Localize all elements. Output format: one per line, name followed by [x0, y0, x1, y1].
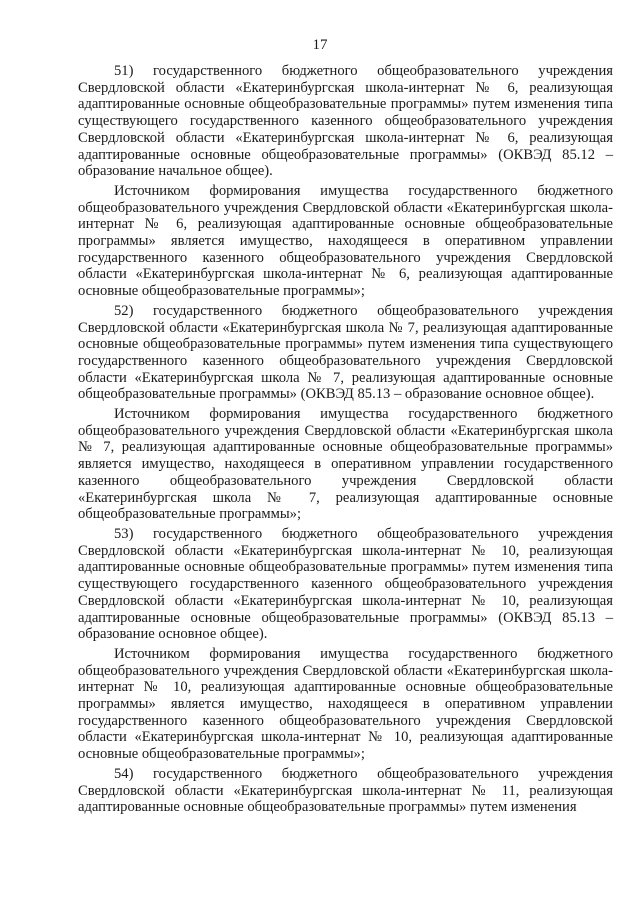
paragraph-item-54: 54) государственного бюджетного общеобразовательного учреждения Свердловской области «Екатеринбургская школа-интернат № 11, реализующая адаптированные основные общеобразовательные программы» путем изменения: [78, 765, 613, 816]
paragraph-item-51: 51) государственного бюджетного общеобразовательного учреждения Свердловской области «Екатеринбургская школа-интернат № 6, реализующая адаптированные основные общеобразовательные программы» путем изменения типа существующего государственного казенного общеобразовательного учреждения Свердловской области «Екатеринбургская школа-интернат № 6, реализующая адаптированные основные общеобразовательные программы» (ОКВЭД 85.12 – образование начальное общее).: [78, 63, 613, 180]
document-body: [78, 63, 613, 819]
page-number: 17: [312, 37, 328, 53]
paragraph-item-53: 53) государственного бюджетного общеобразовательного учреждения Свердловской области «Екатеринбургская школа-интернат № 10, реализующая адаптированные основные общеобразовательные программы» путем изменения типа существующего государственного казенного общеобразовательного учреждения Свердловской области «Екатеринбургская школа-интернат № 10, реализующая адаптированные основные общеобразовательные программы» (ОКВЭД 85.13 – образование основное общее).: [78, 525, 613, 643]
paragraph-property-source-52: Источником формирования имущества государственного бюджетного общеобразовательного учреждения Свердловской области «Екатеринбургская школа № 7, реализующая адаптированные основные общеобразовательные программы» является имущество, находящееся в оперативном управлении государственного казенного общеобразовательного учреждения Свердловской области «Екатеринбургская школа № 7, реализующая адаптированные основные общеобразовательные программы»;: [78, 406, 613, 523]
paragraph-property-source-51: Источником формирования имущества государственного бюджетного общеобразовательного учреждения Свердловской области «Екатеринбургская школа-интернат № 6, реализующая адаптированные основные общеобразовательные программы» является имущество, находящееся в оперативном управлении государственного казенного общеобразовательного учреждения Свердловской области «Екатеринбургская школа-интернат № 6, реализующая адаптированные основные общеобразовательные программы»;: [78, 182, 613, 300]
paragraph-item-52: 52) государственного бюджетного общеобразовательного учреждения Свердловской области «Екатеринбургская школа № 7, реализующая адаптированные основные общеобразовательные программы» путем изменения типа существующего государственного казенного общеобразовательного учреждения Свердловской области «Екатеринбургская школа № 7, реализующая адаптированные основные общеобразовательные программы» (ОКВЭД 85.13 – образование основное общее).: [78, 302, 613, 403]
paragraph-property-source-53: Источником формирования имущества государственного бюджетного общеобразовательного учреждения Свердловской области «Екатеринбургская школа-интернат № 10, реализующая адаптированные основные общеобразовательные программы» является имущество, находящееся в оперативном управлении государственного казенного общеобразовательного учреждения Свердловской области «Екатеринбургская школа-интернат № 10, реализующая адаптированные основные общеобразовательные программы»;: [78, 645, 613, 763]
